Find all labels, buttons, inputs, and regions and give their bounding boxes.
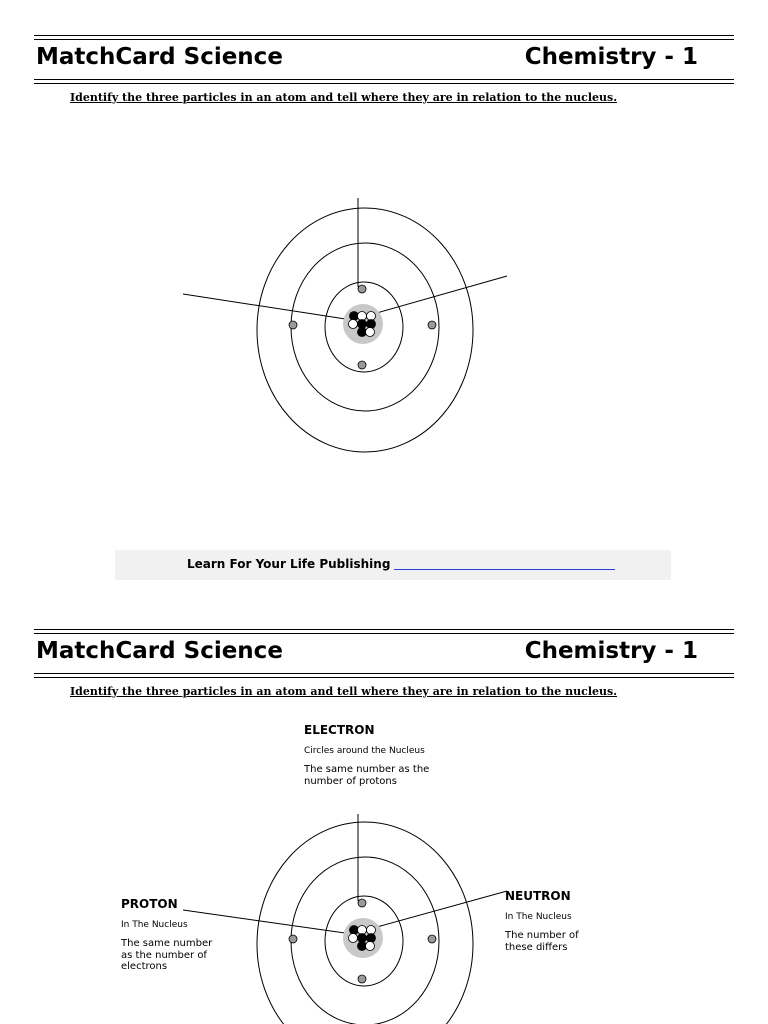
publisher-footer [115,550,671,580]
pointer-lines [183,198,507,320]
electron-particle [289,321,297,329]
neutron-description-line: The number of [505,930,579,941]
electron-particle [289,935,297,943]
electron-particle [358,285,366,293]
proton-pointer-line [183,910,352,934]
header-rule-top-inner [34,39,734,40]
electron-particle [358,361,366,369]
proton-particle [367,320,376,329]
instruction-text: Identify the three particles in an atom and tell where they are in relation to the nucleus. [70,91,618,104]
electron-particle [358,975,366,983]
electron-label [304,723,429,787]
proton-location: In The Nucleus [121,920,188,930]
header-rule-top [34,629,734,630]
header-rule-bottom [34,79,734,80]
subject-title: Chemistry - 1 [524,638,698,664]
electron-name: ELECTRON [304,723,375,737]
matchcard-answer [0,618,768,1024]
neutron-location: In The Nucleus [505,912,572,922]
header-rule-bottom [34,673,734,674]
neutron-pointer-line [366,276,507,316]
instruction-text: Identify the three particles in an atom and tell where they are in relation to the nucleus. [70,685,618,698]
proton-name: PROTON [121,897,178,911]
neutron-particle [366,328,375,337]
proton-description-line: The same number [121,938,213,949]
electron-particle [428,321,436,329]
subject-title: Chemistry - 1 [524,44,698,70]
header-rule-top [34,35,734,36]
neutron-particle [349,934,358,943]
proton-pointer-line [183,294,352,320]
header-rule-top-inner [34,633,734,634]
pointer-lines [183,814,507,934]
neutron-particle [366,942,375,951]
brand-title: MatchCard Science [36,44,283,70]
electron-location: Circles around the Nucleus [304,746,425,756]
neutron-pointer-line [366,891,507,930]
electron-particle [358,899,366,907]
publisher-name: Learn For Your Life Publishing [187,557,391,571]
neutron-name: NEUTRON [505,889,571,903]
electron-description-line: number of protons [304,775,397,787]
neutron-particle [349,320,358,329]
footer-link-line[interactable] [394,569,615,570]
header-rule-bottom-inner [34,677,734,678]
proton-description-line: as the number of [121,949,207,961]
atom-diagram-answer [0,814,768,1024]
atom-diagram [0,190,768,490]
header-rule-bottom-inner [34,83,734,84]
proton-particle [367,934,376,943]
electron-description [304,764,429,787]
brand-title: MatchCard Science [36,638,283,664]
neutron-description-line: these differs [505,941,568,953]
electron-particle [428,935,436,943]
proton-description-line: electrons [121,961,168,972]
electron-description-line: The same number as the [304,764,430,775]
